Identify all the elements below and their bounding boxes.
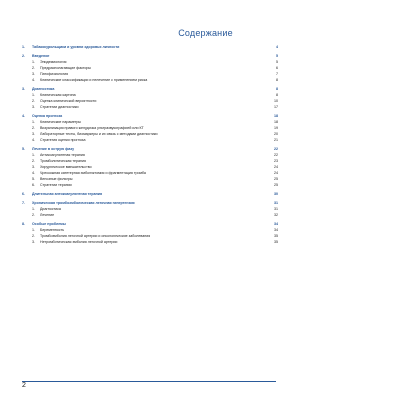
toc-subitem-label: Тромболитическая терапия bbox=[40, 159, 86, 163]
toc-subitem-page: 6 bbox=[276, 66, 278, 70]
toc-section bbox=[22, 221, 278, 245]
toc-subitem-page: 23 bbox=[274, 159, 278, 163]
toc-subitem-page: 8 bbox=[276, 78, 278, 82]
toc-subitem-label: Антикоагулянтная терапия bbox=[40, 153, 85, 157]
toc-subitem-label: Клинические классификации и нелечение с применением риска bbox=[40, 78, 148, 82]
toc-section-page: 31 bbox=[274, 201, 278, 205]
toc-section-label: Введение bbox=[32, 54, 50, 58]
toc-section bbox=[22, 113, 278, 143]
toc-subitem-number: 5. bbox=[32, 177, 35, 181]
toc-subitem-page: 18 bbox=[274, 120, 278, 124]
toc-subitem[interactable] bbox=[22, 212, 278, 218]
toc-subitem-page: 25 bbox=[274, 183, 278, 187]
toc-section-number: 6. bbox=[22, 192, 25, 196]
toc-subitem-label: Хирургическое вмешательство bbox=[40, 165, 92, 169]
toc-section-number: 2. bbox=[22, 54, 25, 58]
toc-subitem-page: 5 bbox=[276, 60, 278, 64]
toc-subitem-label: Тромбоэмболия легочной артерии и онкологические заболевания bbox=[40, 234, 151, 238]
toc-subitem-page: 19 bbox=[274, 126, 278, 130]
toc-section-page: 18 bbox=[274, 114, 278, 118]
toc-section-page: 30 bbox=[274, 192, 278, 196]
toc-subitem-number: 4. bbox=[32, 138, 35, 142]
toc-subitem-page: 31 bbox=[274, 207, 278, 211]
toc-subitem-number: 2. bbox=[32, 213, 35, 217]
toc-subitem-label: Венозные фильтры bbox=[40, 177, 73, 181]
toc-subitem-number: 1. bbox=[32, 60, 35, 64]
toc-subitem-page: 35 bbox=[274, 234, 278, 238]
toc-subitem-number: 1. bbox=[32, 93, 35, 97]
toc-subitem-number: 1. bbox=[32, 228, 35, 232]
toc-section-heading[interactable] bbox=[22, 44, 278, 50]
toc-subitem-page: 25 bbox=[274, 177, 278, 181]
toc-section-page: 5 bbox=[276, 54, 278, 58]
toc-subitem-number: 2. bbox=[32, 159, 35, 163]
toc-subitem-number: 1. bbox=[32, 153, 35, 157]
toc-subitem-page: 8 bbox=[276, 93, 278, 97]
toc-subitem-page: 22 bbox=[274, 153, 278, 157]
toc-section-number: 5. bbox=[22, 147, 25, 151]
toc-subitem-label: Клиническая картина bbox=[40, 93, 76, 97]
toc-subitem-page: 7 bbox=[276, 72, 278, 76]
toc-subitem-label: Предрасполагающие факторы bbox=[40, 66, 91, 70]
toc-subitem[interactable] bbox=[22, 77, 278, 83]
toc-section bbox=[22, 86, 278, 110]
toc-subitem-page: 34 bbox=[274, 228, 278, 232]
toc-subitem[interactable] bbox=[22, 182, 278, 188]
toc-section-page: 34 bbox=[274, 222, 278, 226]
toc-subitem-label: Клинические параметры bbox=[40, 120, 81, 124]
toc-subitem-page: 24 bbox=[274, 165, 278, 169]
toc-section-heading[interactable] bbox=[22, 191, 278, 197]
toc-section-page: 22 bbox=[274, 147, 278, 151]
toc-subitem-label: Стратегии терапии bbox=[40, 183, 72, 187]
footer-rule bbox=[22, 381, 276, 382]
table-of-contents bbox=[22, 44, 278, 248]
toc-subitem-label: Оценка клинической вероятности bbox=[40, 99, 97, 103]
toc-subitem-label: Диагностика bbox=[40, 207, 61, 211]
toc-subitem-label: Нетромботическая эмболия легочной артерии bbox=[40, 240, 118, 244]
toc-section-number: 4. bbox=[22, 114, 25, 118]
toc-subitem-number: 2. bbox=[32, 66, 35, 70]
toc-section bbox=[22, 53, 278, 83]
toc-title: Содержание bbox=[178, 28, 233, 38]
toc-subitem-number: 2. bbox=[32, 99, 35, 103]
toc-section-label: Табакокурильщики и уровни здоровья личности bbox=[32, 45, 120, 49]
toc-section-number: 3. bbox=[22, 87, 25, 91]
toc-subitem-number: 3. bbox=[32, 72, 35, 76]
toc-subitem-label: Беременность bbox=[40, 228, 65, 232]
toc-subitem[interactable] bbox=[22, 104, 278, 110]
toc-subitem-number: 2. bbox=[32, 234, 35, 238]
toc-section bbox=[22, 200, 278, 218]
toc-subitem-number: 3. bbox=[32, 105, 35, 109]
toc-section-label: Оценка прогноза bbox=[32, 114, 63, 118]
toc-subitem-number: 4. bbox=[32, 78, 35, 82]
toc-section-number: 1. bbox=[22, 45, 25, 49]
toc-subitem-page: 32 bbox=[274, 213, 278, 217]
toc-subitem-number: 1. bbox=[32, 120, 35, 124]
toc-section-label: Диагностика bbox=[32, 87, 55, 91]
toc-subitem-label: Патофизиология bbox=[40, 72, 69, 76]
toc-subitem-page: 17 bbox=[274, 105, 278, 109]
toc-subitem-page: 21 bbox=[274, 138, 278, 142]
toc-subitem-label: Эпидемиология bbox=[40, 60, 67, 64]
toc-section-label: Хроническая тромбоэмболическая легочная гипертензия bbox=[32, 201, 135, 205]
toc-subitem-number: 1. bbox=[32, 207, 35, 211]
toc-subitem-number: 2. bbox=[32, 126, 35, 130]
toc-subitem[interactable] bbox=[22, 239, 278, 245]
toc-section-page: 8 bbox=[276, 87, 278, 91]
toc-section-label: Особые проблемы bbox=[32, 222, 66, 226]
toc-section-number: 7. bbox=[22, 201, 25, 205]
toc-subitem-label: Лабораторные тесты, биомаркеры и их связь с методами диагностики bbox=[40, 132, 158, 136]
toc-subitem-label: Стратегии диагностики bbox=[40, 105, 79, 109]
toc-subitem-number: 3. bbox=[32, 165, 35, 169]
toc-subitem-label: Чрескожная катетерная эмболэктомия и фрагментация тромба bbox=[40, 171, 146, 175]
page-number: 2 bbox=[22, 382, 26, 389]
toc-subitem-number: 3. bbox=[32, 132, 35, 136]
toc-section bbox=[22, 146, 278, 188]
toc-section-page: 4 bbox=[276, 45, 278, 49]
toc-subitem-label: Лечение bbox=[40, 213, 55, 217]
toc-section bbox=[22, 44, 278, 50]
toc-section-label: Длительная антикоагулянтная терапия bbox=[32, 192, 103, 196]
toc-subitem-label: Стратегия оценки прогноза bbox=[40, 138, 86, 142]
toc-section bbox=[22, 191, 278, 197]
toc-subitem-label: Визуализация правого желудочка ультразвукографией или КТ bbox=[40, 126, 144, 130]
toc-subitem-number: 6. bbox=[32, 183, 35, 187]
toc-subitem-page: 20 bbox=[274, 132, 278, 136]
toc-section-number: 8. bbox=[22, 222, 25, 226]
toc-subitem-page: 35 bbox=[274, 240, 278, 244]
toc-subitem-number: 4. bbox=[32, 171, 35, 175]
toc-subitem-page: 10 bbox=[274, 99, 278, 103]
toc-section-label: Лечение в острую фазу bbox=[32, 147, 75, 151]
toc-subitem-number: 3. bbox=[32, 240, 35, 244]
toc-subitem[interactable] bbox=[22, 137, 278, 143]
toc-subitem-page: 24 bbox=[274, 171, 278, 175]
